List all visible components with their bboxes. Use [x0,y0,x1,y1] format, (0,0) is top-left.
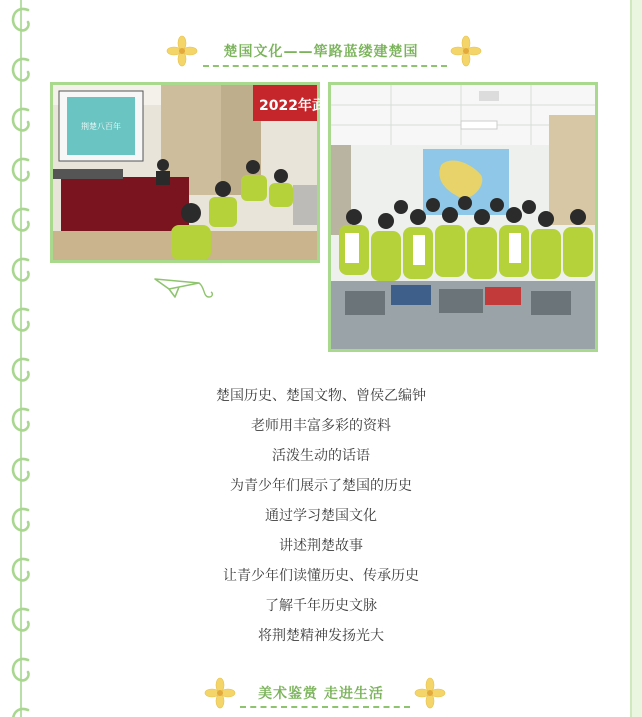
spiral-loop [13,259,28,280]
screen-text: 荆楚八百年 [81,122,121,131]
section-title-text: 美术鉴赏 走进生活 [258,686,384,702]
spiral-loop [13,309,28,330]
body-line: 让青少年们读懂历史、传承历史 [223,568,419,584]
body-line: 活泼生动的话语 [272,448,370,464]
title-underline [203,65,447,67]
section-title-text: 楚国文化——筚路蓝缕建楚国 [223,44,419,60]
spiral-loop [13,59,28,80]
banner-text: 2022年武 [259,98,326,114]
spiral-loop [13,659,28,680]
flower-icon [451,36,481,66]
body-line: 老师用丰富多彩的资料 [251,418,391,434]
section-title-2 [0,683,642,703]
body-line: 通过学习楚国文化 [265,508,377,524]
body-line: 将荆楚精神发扬光大 [258,628,384,644]
group-photo-right [328,82,598,352]
spiral-loop [13,109,28,130]
section-title-1 [0,41,642,61]
paper-plane-icon [153,275,217,305]
classroom-photo-left [50,82,326,263]
body-line: 了解千年历史文脉 [265,598,377,614]
spiral-loop [13,359,28,380]
spiral-loop [13,209,28,230]
body-line: 为青少年们展示了楚国的历史 [230,478,412,494]
spiral-loop [13,159,28,180]
spiral-loop [13,709,28,717]
spiral-loop [13,9,28,30]
body-line: 楚国历史、楚国文物、曾侯乙编钟 [216,388,426,404]
flower-icon [415,678,445,708]
article-body [0,381,642,651]
body-line: 讲述荆楚故事 [279,538,363,554]
title-underline [240,706,410,708]
